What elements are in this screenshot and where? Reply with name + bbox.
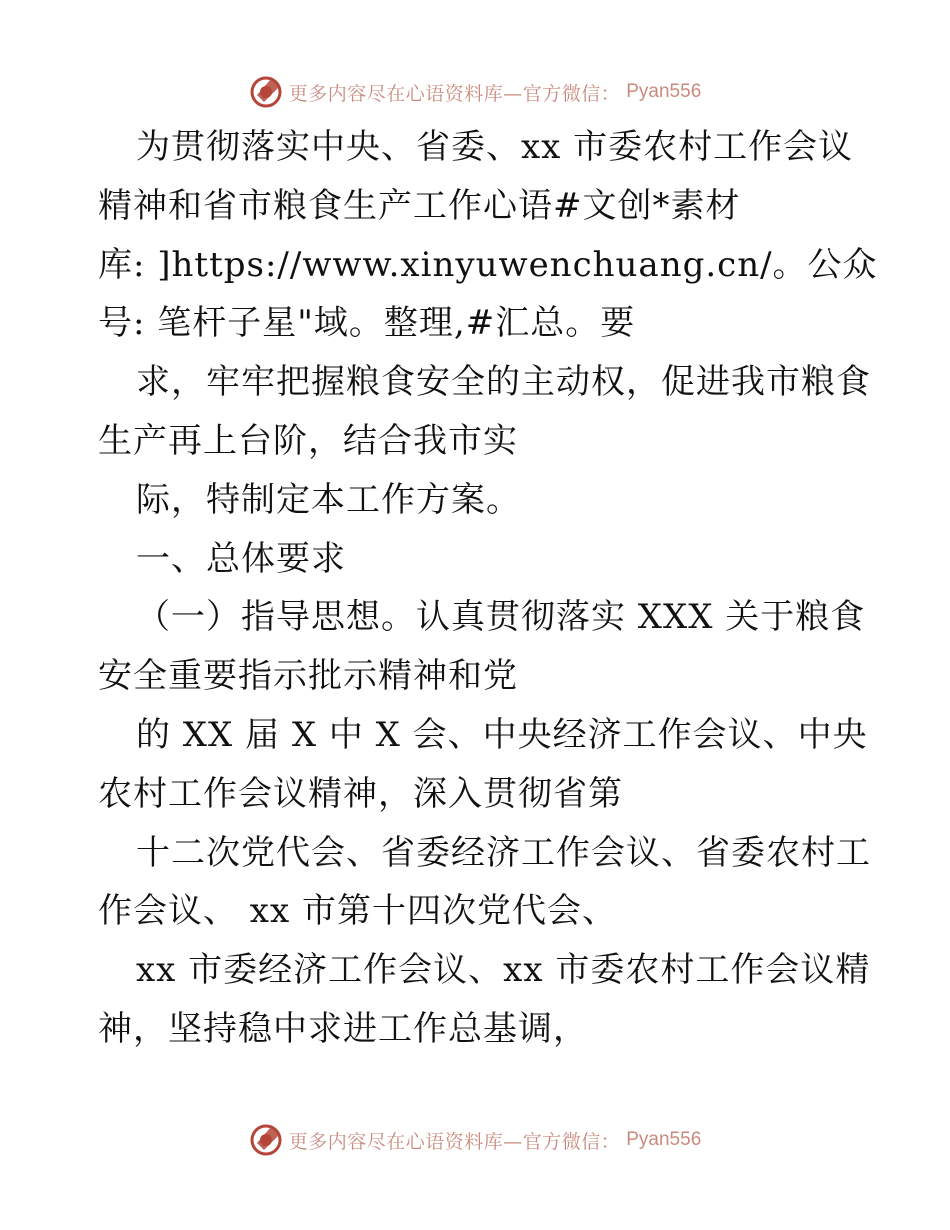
text-line: 安全重要指示批示精神和党 — [98, 656, 518, 697]
document-body — [98, 118, 878, 1059]
text-line: 作会议、 xx 市第十四次党代会、 — [98, 891, 617, 932]
text-line: 农村工作会议精神，深入贯彻省第 — [98, 773, 623, 814]
text-line: 库: ]https://www.xinyuwenchuang.cn/。公众 — [98, 244, 878, 285]
text-line: 精神和省市粮食生产工作心语#文创*素材 — [98, 185, 741, 226]
watermark-text: 更多内容尽在心语资料库—官方微信： — [288, 1130, 621, 1153]
text-line: 生产再上台阶，结合我市实 — [98, 420, 518, 461]
text-line: 际，特制定本工作方案。 — [136, 479, 521, 520]
text-line: 十二次党代会、省委经济工作会议、省委农村工 — [136, 832, 871, 873]
footer-watermark — [0, 1120, 950, 1160]
text-line: xx 市委经济工作会议、xx 市委农村工作会议精 — [136, 950, 871, 991]
text-line: 神，坚持稳中求进工作总基调， — [98, 1008, 588, 1049]
text-line: 一、总体要求 — [136, 538, 346, 579]
text-line: 的 XX 届 X 中 X 会、中央经济工作会议、中央 — [136, 714, 868, 755]
text-line: （一）指导思想。认真贯彻落实 XXX 关于粮食 — [136, 597, 866, 638]
pen-logo-icon — [249, 1123, 283, 1157]
watermark-text: 更多内容尽在心语资料库—官方微信： — [288, 82, 621, 105]
text-line: 求，牢牢把握粮食安全的主动权，促进我市粮食 — [136, 362, 871, 403]
watermark-wechat-id: Pyan556 — [626, 1129, 702, 1150]
header-watermark — [0, 72, 950, 112]
pen-logo-icon — [249, 75, 283, 109]
text-line: 号: 笔杆子星"域。整理,#汇总。要 — [98, 303, 636, 344]
watermark-wechat-id: Pyan556 — [626, 81, 702, 102]
text-line: 为贯彻落实中央、省委、xx 市委农村工作会议 — [136, 127, 854, 167]
